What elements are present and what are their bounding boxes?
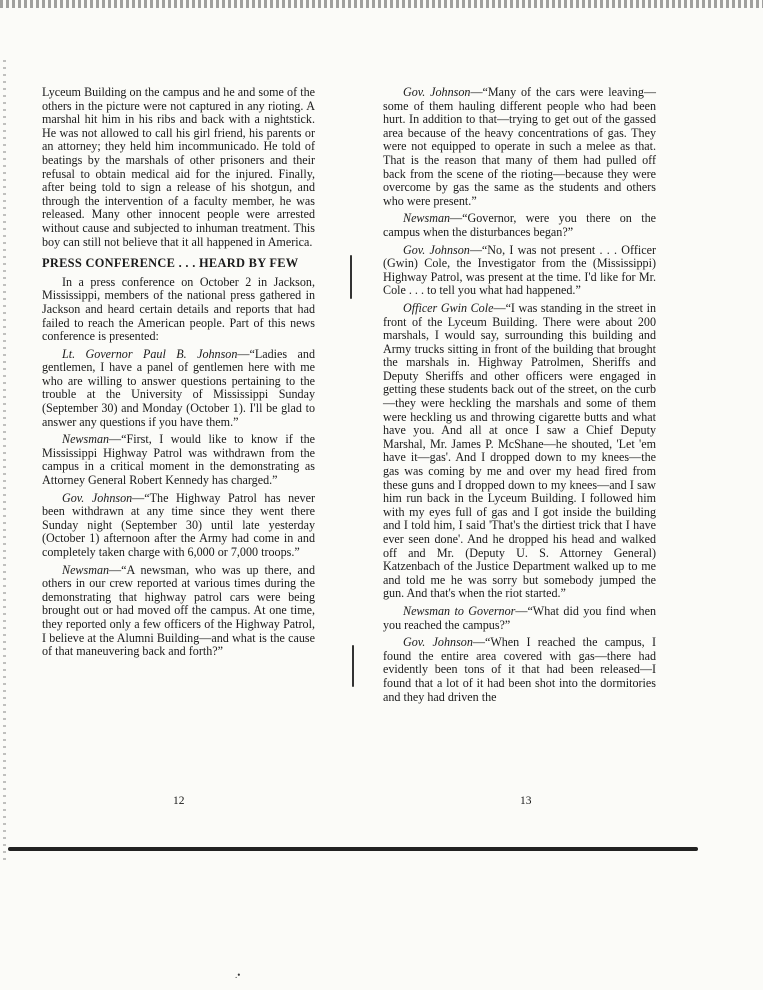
paragraph <box>42 433 315 487</box>
speech: —“Ladies and gentlemen, I have a panel of gentlemen here with me who are willing to answer questions pertaining to the trouble at the University of Mississippi Sunday (September 30) and Monday (October 1). I'll be glad to answer any questions if you have them.” <box>42 346 315 429</box>
speech: —“No, I was not present . . . Officer (Gwin) Cole, the Investigator from the (Mississippi) Highway Patrol, was present at the time. I'd like for Mr. Cole . . . to tell you what had happened.” <box>383 242 656 298</box>
speech: —“Many of the cars were leaving—some of them hauling different people who had been hurt. In addition to that—trying to get out of the gassed area because of the heavy concentrations of gas. They were not equipped to operate in such a melee as that. That is the reason that many of them had pulled off back from the scene of the rioting—because they were overcome by gas the same as the students and others who were present.” <box>383 85 656 208</box>
speech: —“The Highway Patrol has never been withdrawn at any time since they went there Sunday night (September 30) until late yesterday (October 1) afternoon after the Army had come in and completely taken charge with 6,000 or 7,000 troops.” <box>42 490 315 559</box>
page-number-right: 13 <box>520 795 532 807</box>
left-column <box>42 86 315 663</box>
binding-dots <box>3 60 6 860</box>
speech: —“What did you find when you reached the campus?” <box>383 603 657 632</box>
paragraph <box>383 302 656 601</box>
scan-speck: .• <box>235 970 241 980</box>
speaker: Gov. Johnson <box>403 242 470 257</box>
right-column <box>383 86 656 708</box>
speaker: Newsman <box>62 432 110 447</box>
speech: —“First, I would like to know if the Mississippi Highway Patrol was withdrawn from the campus in a critical moment in the demonstrating as Attorney General Robert Kennedy has charged.” <box>42 432 315 488</box>
speech: —“A newsman, who was up there, and others in our crew reported at various times during the demonstrating that highway patrol cars were being brought out or had moved off the campus. At one time, they reported only a few officers of the Highway Patrol, I believe at the Alumni Building—and what is the cause of that maneuvering back and forth?” <box>42 562 315 659</box>
speaker: Gov. Johnson <box>62 490 133 505</box>
speech: —“When I reached the campus, I found the entire area covered with gas—there had evidently been tons of it that had been released—I found that a lot of it had been shot into the dormitories and they had driven the <box>383 635 657 704</box>
paragraph <box>42 348 315 430</box>
speaker: Gov. Johnson <box>403 635 473 650</box>
bottom-rule <box>8 847 698 851</box>
top-border <box>0 0 763 8</box>
page-number-left: 12 <box>173 795 185 807</box>
speaker: Gov. Johnson <box>403 85 471 99</box>
section-heading: PRESS CONFERENCE . . . HEARD BY FEW <box>42 256 299 271</box>
speaker: Newsman <box>403 211 451 226</box>
paragraph <box>383 86 656 208</box>
margin-mark <box>352 645 354 687</box>
paragraph: In a press conference on October 2 in Jackson, Mississippi, members of the national press gathered in Jackson and heard certain details and reports that had failed to reach the American people. Part of this news conference is presented: <box>42 274 315 344</box>
paragraph <box>383 244 656 298</box>
paragraph <box>42 564 315 659</box>
paragraph <box>383 636 656 704</box>
paragraph <box>383 605 656 632</box>
margin-mark <box>350 255 352 299</box>
speaker: Newsman <box>62 562 110 577</box>
paragraph <box>383 212 656 239</box>
speech: —“I was standing in the street in front of the Lyceum Building. There were about 200 marshals, I would say, surrounding this building and Army trucks sitting in front of the building that brought the marshals in. Highway Patrolmen, Sheriffs and Deputy Sheriffs and other officers were engaged in getting these students back out of the street, on the curb—they were heckling the marshals and some of them were heckling us and throwing cigarette butts and what have you. And all at once I saw a Chief Deputy Marshal, Mr. James P. McShane—he shouted, 'Let 'em have it—gas'. And I dropped down to my knees—the gas was coming by me and over my head fired from these guns and I dropped down to my knees—and I saw him run back in the Lyceum Building. I followed him with my eyes full of gas and I got inside the building and I told him, I said 'That's the dirtiest trick that I have ever seen done'. And he dropped his head and walked off and Mr. (Deputy U. S. Attorney General) Katzenbach of the Justice Department walked up to me and told me he was sorry but somebody jumped the gun. And that's when the riot started.” <box>383 300 656 601</box>
speech: —“Governor, were you there on the campus when the disturbances began?” <box>383 211 656 239</box>
speaker: Officer Gwin Cole <box>403 300 494 315</box>
paragraph <box>42 492 315 560</box>
speaker: Newsman to Governor <box>403 603 516 618</box>
paragraph: Lyceum Building on the campus and he and some of the others in the picture were not captured in any rioting. A marshal hit him in his ribs and back with a nightstick. He was not allowed to call his girl friend, his parents or an attorney; they held him incommunicado. He told of beatings by the marshals of other prisoners and their refusal to obtain medical aid for the injured. Finally, after being told to sign a release of his shotgun, and through the intervention of a faculty member, he was released. Many other innocent people were arrested without cause and subjected to inhuman treatment. This boy can still not believe that it all happened in America. <box>42 85 315 249</box>
speaker: Lt. Governor Paul B. Johnson <box>62 346 238 361</box>
